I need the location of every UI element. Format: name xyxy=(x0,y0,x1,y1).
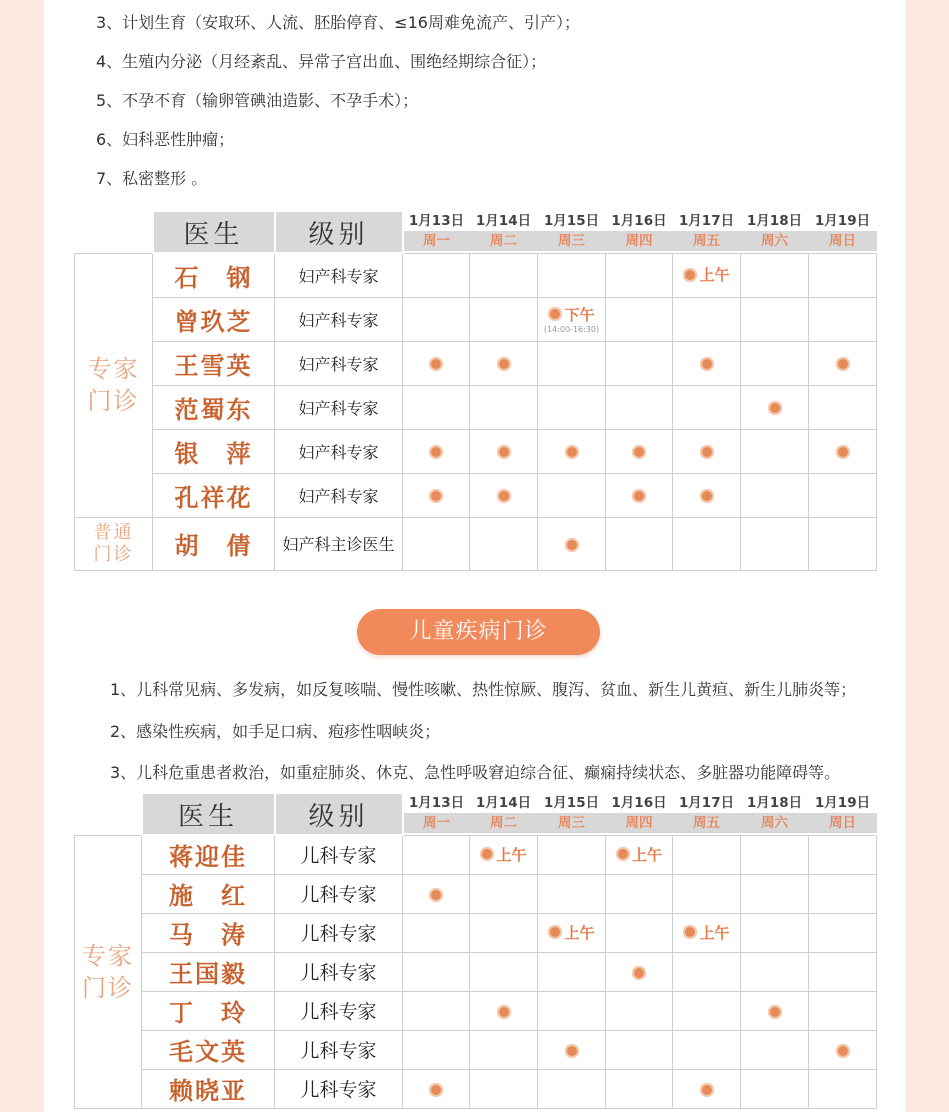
gyn-schedule-table xyxy=(74,210,877,571)
table-row xyxy=(75,1069,877,1108)
schedule-cell xyxy=(741,385,809,429)
doctor-level: 妇产科主诊医生 xyxy=(275,517,403,570)
list-item: 3、计划生育（安取环、人流、胚胎停育、≤16周难免流产、引产）； xyxy=(96,13,580,32)
schedule-cell xyxy=(470,952,538,991)
session-line xyxy=(683,922,729,943)
schedule-cell xyxy=(403,385,470,429)
schedule-cell xyxy=(809,991,877,1030)
schedule-cell xyxy=(403,517,470,570)
schedule-cell xyxy=(606,835,673,874)
available-dot-icon xyxy=(700,357,714,371)
day-header xyxy=(673,211,741,253)
schedule-cell xyxy=(606,952,673,991)
session-label: 上午 xyxy=(564,923,595,942)
category-text: 门诊 xyxy=(87,387,140,415)
schedule-cell xyxy=(470,835,538,874)
available-dot-icon xyxy=(768,401,782,415)
list-item: 3、儿科危重患者救治，如重症肺炎、休克、急性呼吸窘迫综合征、癫痫持续状态、多脏器功能障碍等。 xyxy=(110,763,841,782)
session-slot xyxy=(548,922,594,943)
available-dot-icon xyxy=(548,307,562,321)
schedule-cell xyxy=(470,1069,538,1108)
schedule-cell xyxy=(470,517,538,570)
schedule-cell xyxy=(741,473,809,517)
date-label: 1月19日 xyxy=(814,213,871,230)
date-label: 1月13日 xyxy=(408,795,465,812)
session-line xyxy=(480,844,526,865)
date-label: 1月16日 xyxy=(611,795,667,812)
table-row xyxy=(75,991,877,1030)
schedule-cell xyxy=(403,991,470,1030)
doctor-header: 医生 xyxy=(142,793,275,835)
day-header xyxy=(809,211,877,253)
schedule-cell xyxy=(809,341,877,385)
table-row xyxy=(75,1030,877,1069)
available-dot-icon xyxy=(429,489,443,503)
day-header xyxy=(538,793,606,835)
day-header xyxy=(470,211,538,253)
schedule-cell xyxy=(403,874,470,913)
day-header xyxy=(403,211,470,253)
table-row xyxy=(75,913,877,952)
schedule-cell xyxy=(673,517,741,570)
schedule-cell xyxy=(673,1069,741,1108)
schedule-cell xyxy=(673,429,741,473)
doctor-name: 丁 玲 xyxy=(142,991,275,1030)
schedule-cell xyxy=(403,952,470,991)
level-header: 级别 xyxy=(275,793,403,835)
schedule-cell xyxy=(403,253,470,297)
schedule-cell xyxy=(606,253,673,297)
schedule-cell xyxy=(606,341,673,385)
schedule-cell xyxy=(606,517,673,570)
list-item: 2、感染性疾病，如手足口病、疱疹性咽峡炎； xyxy=(110,721,441,741)
category-text: 普通 xyxy=(93,521,134,543)
weekday-label: 周日 xyxy=(809,813,877,833)
child-scope-list xyxy=(110,678,856,803)
session-label: 上午 xyxy=(699,266,730,285)
schedule-cell xyxy=(403,835,470,874)
available-dot-icon xyxy=(429,888,443,902)
corner-cell xyxy=(75,211,153,253)
schedule-cell xyxy=(741,297,809,341)
weekday-label: 周三 xyxy=(538,231,606,251)
schedule-cell xyxy=(741,874,809,913)
schedule-cell xyxy=(470,1030,538,1069)
schedule-cell xyxy=(470,874,538,913)
schedule-cell xyxy=(403,341,470,385)
schedule-cell xyxy=(538,517,606,570)
doctor-name: 曾玖芝 xyxy=(153,297,275,341)
doctor-level: 妇产科专家 xyxy=(275,253,403,297)
weekday-label: 周六 xyxy=(741,813,809,833)
available-dot-icon xyxy=(497,1005,511,1019)
schedule-cell xyxy=(403,1069,470,1108)
date-label: 1月18日 xyxy=(746,795,803,812)
doctor-level: 儿科专家 xyxy=(275,952,403,991)
doctor-name: 施 红 xyxy=(142,874,275,913)
day-header xyxy=(538,211,606,253)
schedule-cell xyxy=(809,835,877,874)
weekday-label: 周六 xyxy=(741,231,809,251)
doctor-name: 毛文英 xyxy=(142,1030,275,1069)
available-dot-icon xyxy=(616,847,630,861)
schedule-cell xyxy=(741,1069,809,1108)
date-label: 1月15日 xyxy=(543,213,600,230)
list-item: 7、私密整形 。 xyxy=(96,169,208,188)
doctor-header: 医生 xyxy=(153,211,275,253)
date-label: 1月17日 xyxy=(678,795,735,812)
child-schedule-table xyxy=(74,792,877,1109)
gyn-scope-list xyxy=(96,12,580,207)
session-slot xyxy=(683,264,729,285)
day-header xyxy=(470,793,538,835)
weekday-label: 周三 xyxy=(538,813,606,833)
available-dot-icon xyxy=(632,445,646,459)
schedule-cell xyxy=(606,991,673,1030)
session-label: 上午 xyxy=(631,845,662,864)
schedule-cell xyxy=(741,253,809,297)
schedule-cell xyxy=(538,835,606,874)
doctor-level: 儿科专家 xyxy=(275,874,403,913)
schedule-cell xyxy=(673,874,741,913)
schedule-cell xyxy=(809,874,877,913)
available-dot-icon xyxy=(700,489,714,503)
available-dot-icon xyxy=(836,357,850,371)
schedule-cell xyxy=(538,991,606,1030)
available-dot-icon xyxy=(565,538,579,552)
schedule-cell xyxy=(538,341,606,385)
schedule-cell xyxy=(741,913,809,952)
day-header xyxy=(606,211,673,253)
schedule-cell xyxy=(470,385,538,429)
schedule-cell xyxy=(403,297,470,341)
category-text: 专家 xyxy=(87,355,140,383)
corner-cell xyxy=(75,793,142,835)
table-row xyxy=(75,253,877,297)
schedule-cell xyxy=(809,517,877,570)
schedule-cell xyxy=(538,385,606,429)
schedule-cell xyxy=(809,913,877,952)
session-label: 上午 xyxy=(699,923,730,942)
date-label: 1月14日 xyxy=(475,795,532,812)
day-header xyxy=(741,211,809,253)
category-text: 专家 xyxy=(82,941,134,970)
doctor-name: 范蜀东 xyxy=(153,385,275,429)
table-row xyxy=(75,297,877,341)
table-row xyxy=(75,952,877,991)
available-dot-icon xyxy=(429,357,443,371)
schedule-cell xyxy=(606,473,673,517)
schedule-cell xyxy=(673,473,741,517)
list-item: 1、儿科常见病、多发病，如反复咳喘、慢性咳嗽、热性惊厥、腹泻、贫血、新生儿黄疸、新生儿肺炎等； xyxy=(110,680,857,699)
date-label: 1月15日 xyxy=(543,795,600,812)
expert-clinic-label xyxy=(75,835,142,1108)
dept-title-button[interactable]: 儿童疾病门诊 xyxy=(357,609,600,655)
day-header xyxy=(606,793,673,835)
schedule-cell xyxy=(741,952,809,991)
doctor-level: 妇产科专家 xyxy=(275,429,403,473)
schedule-cell xyxy=(809,429,877,473)
session-slot xyxy=(480,844,526,865)
schedule-cell xyxy=(809,253,877,297)
session-line xyxy=(548,922,594,943)
category-text: 门诊 xyxy=(82,973,134,1002)
available-dot-icon xyxy=(429,1083,443,1097)
session-line xyxy=(548,304,594,325)
weekday-label: 周二 xyxy=(470,813,538,833)
schedule-cell xyxy=(606,913,673,952)
schedule-cell xyxy=(809,473,877,517)
available-dot-icon xyxy=(632,489,646,503)
schedule-cell xyxy=(538,253,606,297)
doctor-name: 石 钢 xyxy=(153,253,275,297)
weekday-label: 周五 xyxy=(673,231,741,251)
available-dot-icon xyxy=(768,1005,782,1019)
available-dot-icon xyxy=(497,445,511,459)
available-dot-icon xyxy=(836,1044,850,1058)
list-item: 4、生殖内分泌（月经紊乱、异常子宫出血、围绝经期综合征）； xyxy=(96,52,547,71)
available-dot-icon xyxy=(497,357,511,371)
session-label: 下午 xyxy=(564,305,595,324)
doctor-name: 胡 倩 xyxy=(153,517,275,570)
schedule-cell xyxy=(538,1030,606,1069)
schedule-cell xyxy=(809,297,877,341)
schedule-cell xyxy=(470,913,538,952)
table-row xyxy=(75,429,877,473)
date-label: 1月13日 xyxy=(408,213,465,230)
day-header xyxy=(403,793,470,835)
doctor-level: 儿科专家 xyxy=(275,913,403,952)
available-dot-icon xyxy=(565,1044,579,1058)
schedule-cell xyxy=(741,429,809,473)
general-clinic-label xyxy=(75,517,153,570)
schedule-cell xyxy=(809,952,877,991)
schedule-cell xyxy=(673,952,741,991)
schedule-cell xyxy=(470,297,538,341)
table-row xyxy=(75,874,877,913)
doctor-level: 儿科专家 xyxy=(275,835,403,874)
day-header xyxy=(809,793,877,835)
schedule-cell xyxy=(606,385,673,429)
schedule-cell xyxy=(538,913,606,952)
session-line xyxy=(683,264,729,285)
weekday-label: 周四 xyxy=(606,231,673,251)
schedule-cell xyxy=(403,429,470,473)
category-text: 门诊 xyxy=(93,543,134,565)
available-dot-icon xyxy=(480,847,494,861)
schedule-cell xyxy=(403,1030,470,1069)
schedule-cell xyxy=(538,429,606,473)
schedule-cell xyxy=(809,1030,877,1069)
available-dot-icon xyxy=(683,268,697,282)
schedule-cell xyxy=(673,385,741,429)
schedule-cell xyxy=(538,473,606,517)
available-dot-icon xyxy=(565,445,579,459)
list-item: 5、不孕不育（输卵管碘油造影、不孕手术）； xyxy=(96,91,419,110)
schedule-cell xyxy=(809,385,877,429)
doctor-name: 孔祥花 xyxy=(153,473,275,517)
doctor-level: 妇产科专家 xyxy=(275,341,403,385)
date-label: 1月18日 xyxy=(746,213,803,230)
schedule-cell xyxy=(673,835,741,874)
weekday-label: 周四 xyxy=(606,813,673,833)
schedule-cell xyxy=(606,874,673,913)
schedule-cell xyxy=(741,517,809,570)
table-row xyxy=(75,517,877,570)
table-row xyxy=(75,341,877,385)
schedule-cell xyxy=(673,253,741,297)
table-row xyxy=(75,473,877,517)
date-label: 1月17日 xyxy=(678,213,735,230)
doctor-level: 妇产科专家 xyxy=(275,473,403,517)
expert-clinic-label xyxy=(75,253,153,517)
schedule-cell xyxy=(538,297,606,341)
schedule-cell xyxy=(741,1030,809,1069)
doctor-name: 王国毅 xyxy=(142,952,275,991)
date-label: 1月19日 xyxy=(814,795,871,812)
schedule-cell xyxy=(538,874,606,913)
doctor-level: 儿科专家 xyxy=(275,991,403,1030)
available-dot-icon xyxy=(700,1083,714,1097)
doctor-name: 银 萍 xyxy=(153,429,275,473)
schedule-cell xyxy=(673,297,741,341)
schedule-cell xyxy=(673,991,741,1030)
list-item: 6、妇科恶性肿瘤； xyxy=(96,130,235,149)
schedule-cell xyxy=(470,991,538,1030)
schedule-cell xyxy=(741,835,809,874)
session-slot xyxy=(683,922,729,943)
doctor-level: 妇产科专家 xyxy=(275,297,403,341)
day-header xyxy=(741,793,809,835)
table-row xyxy=(75,835,877,874)
available-dot-icon xyxy=(497,489,511,503)
session-time: (14:00-16:30) xyxy=(543,324,600,334)
doctor-name: 赖晓亚 xyxy=(142,1069,275,1108)
schedule-cell xyxy=(606,429,673,473)
schedule-cell xyxy=(673,913,741,952)
level-header: 级别 xyxy=(275,211,403,253)
schedule-cell xyxy=(470,473,538,517)
session-line xyxy=(616,844,662,865)
doctor-level: 儿科专家 xyxy=(275,1030,403,1069)
weekday-label: 周二 xyxy=(470,231,538,251)
doctor-level: 儿科专家 xyxy=(275,1069,403,1108)
date-label: 1月14日 xyxy=(475,213,532,230)
schedule-cell xyxy=(403,913,470,952)
doctor-name: 蒋迎佳 xyxy=(142,835,275,874)
schedule-cell xyxy=(538,952,606,991)
schedule-cell xyxy=(606,1030,673,1069)
schedule-cell xyxy=(470,429,538,473)
weekday-label: 周一 xyxy=(404,813,470,833)
session-label: 上午 xyxy=(496,845,527,864)
doctor-name: 王雪英 xyxy=(153,341,275,385)
session-slot xyxy=(616,844,662,865)
schedule-cell xyxy=(470,341,538,385)
available-dot-icon xyxy=(548,925,562,939)
doctor-level: 妇产科专家 xyxy=(275,385,403,429)
schedule-cell xyxy=(606,297,673,341)
date-label: 1月16日 xyxy=(611,213,667,230)
schedule-cell xyxy=(673,1030,741,1069)
weekday-label: 周五 xyxy=(673,813,741,833)
available-dot-icon xyxy=(836,445,850,459)
schedule-cell xyxy=(538,1069,606,1108)
schedule-cell xyxy=(673,341,741,385)
available-dot-icon xyxy=(683,925,697,939)
available-dot-icon xyxy=(429,445,443,459)
schedule-cell xyxy=(606,1069,673,1108)
schedule-cell xyxy=(809,1069,877,1108)
weekday-label: 周日 xyxy=(809,231,877,251)
available-dot-icon xyxy=(632,966,646,980)
doctor-name: 马 涛 xyxy=(142,913,275,952)
schedule-cell xyxy=(470,253,538,297)
day-header xyxy=(673,793,741,835)
weekday-label: 周一 xyxy=(404,231,470,251)
session-slot xyxy=(544,304,599,335)
schedule-cell xyxy=(741,341,809,385)
table-row xyxy=(75,385,877,429)
available-dot-icon xyxy=(700,445,714,459)
schedule-cell xyxy=(403,473,470,517)
schedule-cell xyxy=(741,991,809,1030)
